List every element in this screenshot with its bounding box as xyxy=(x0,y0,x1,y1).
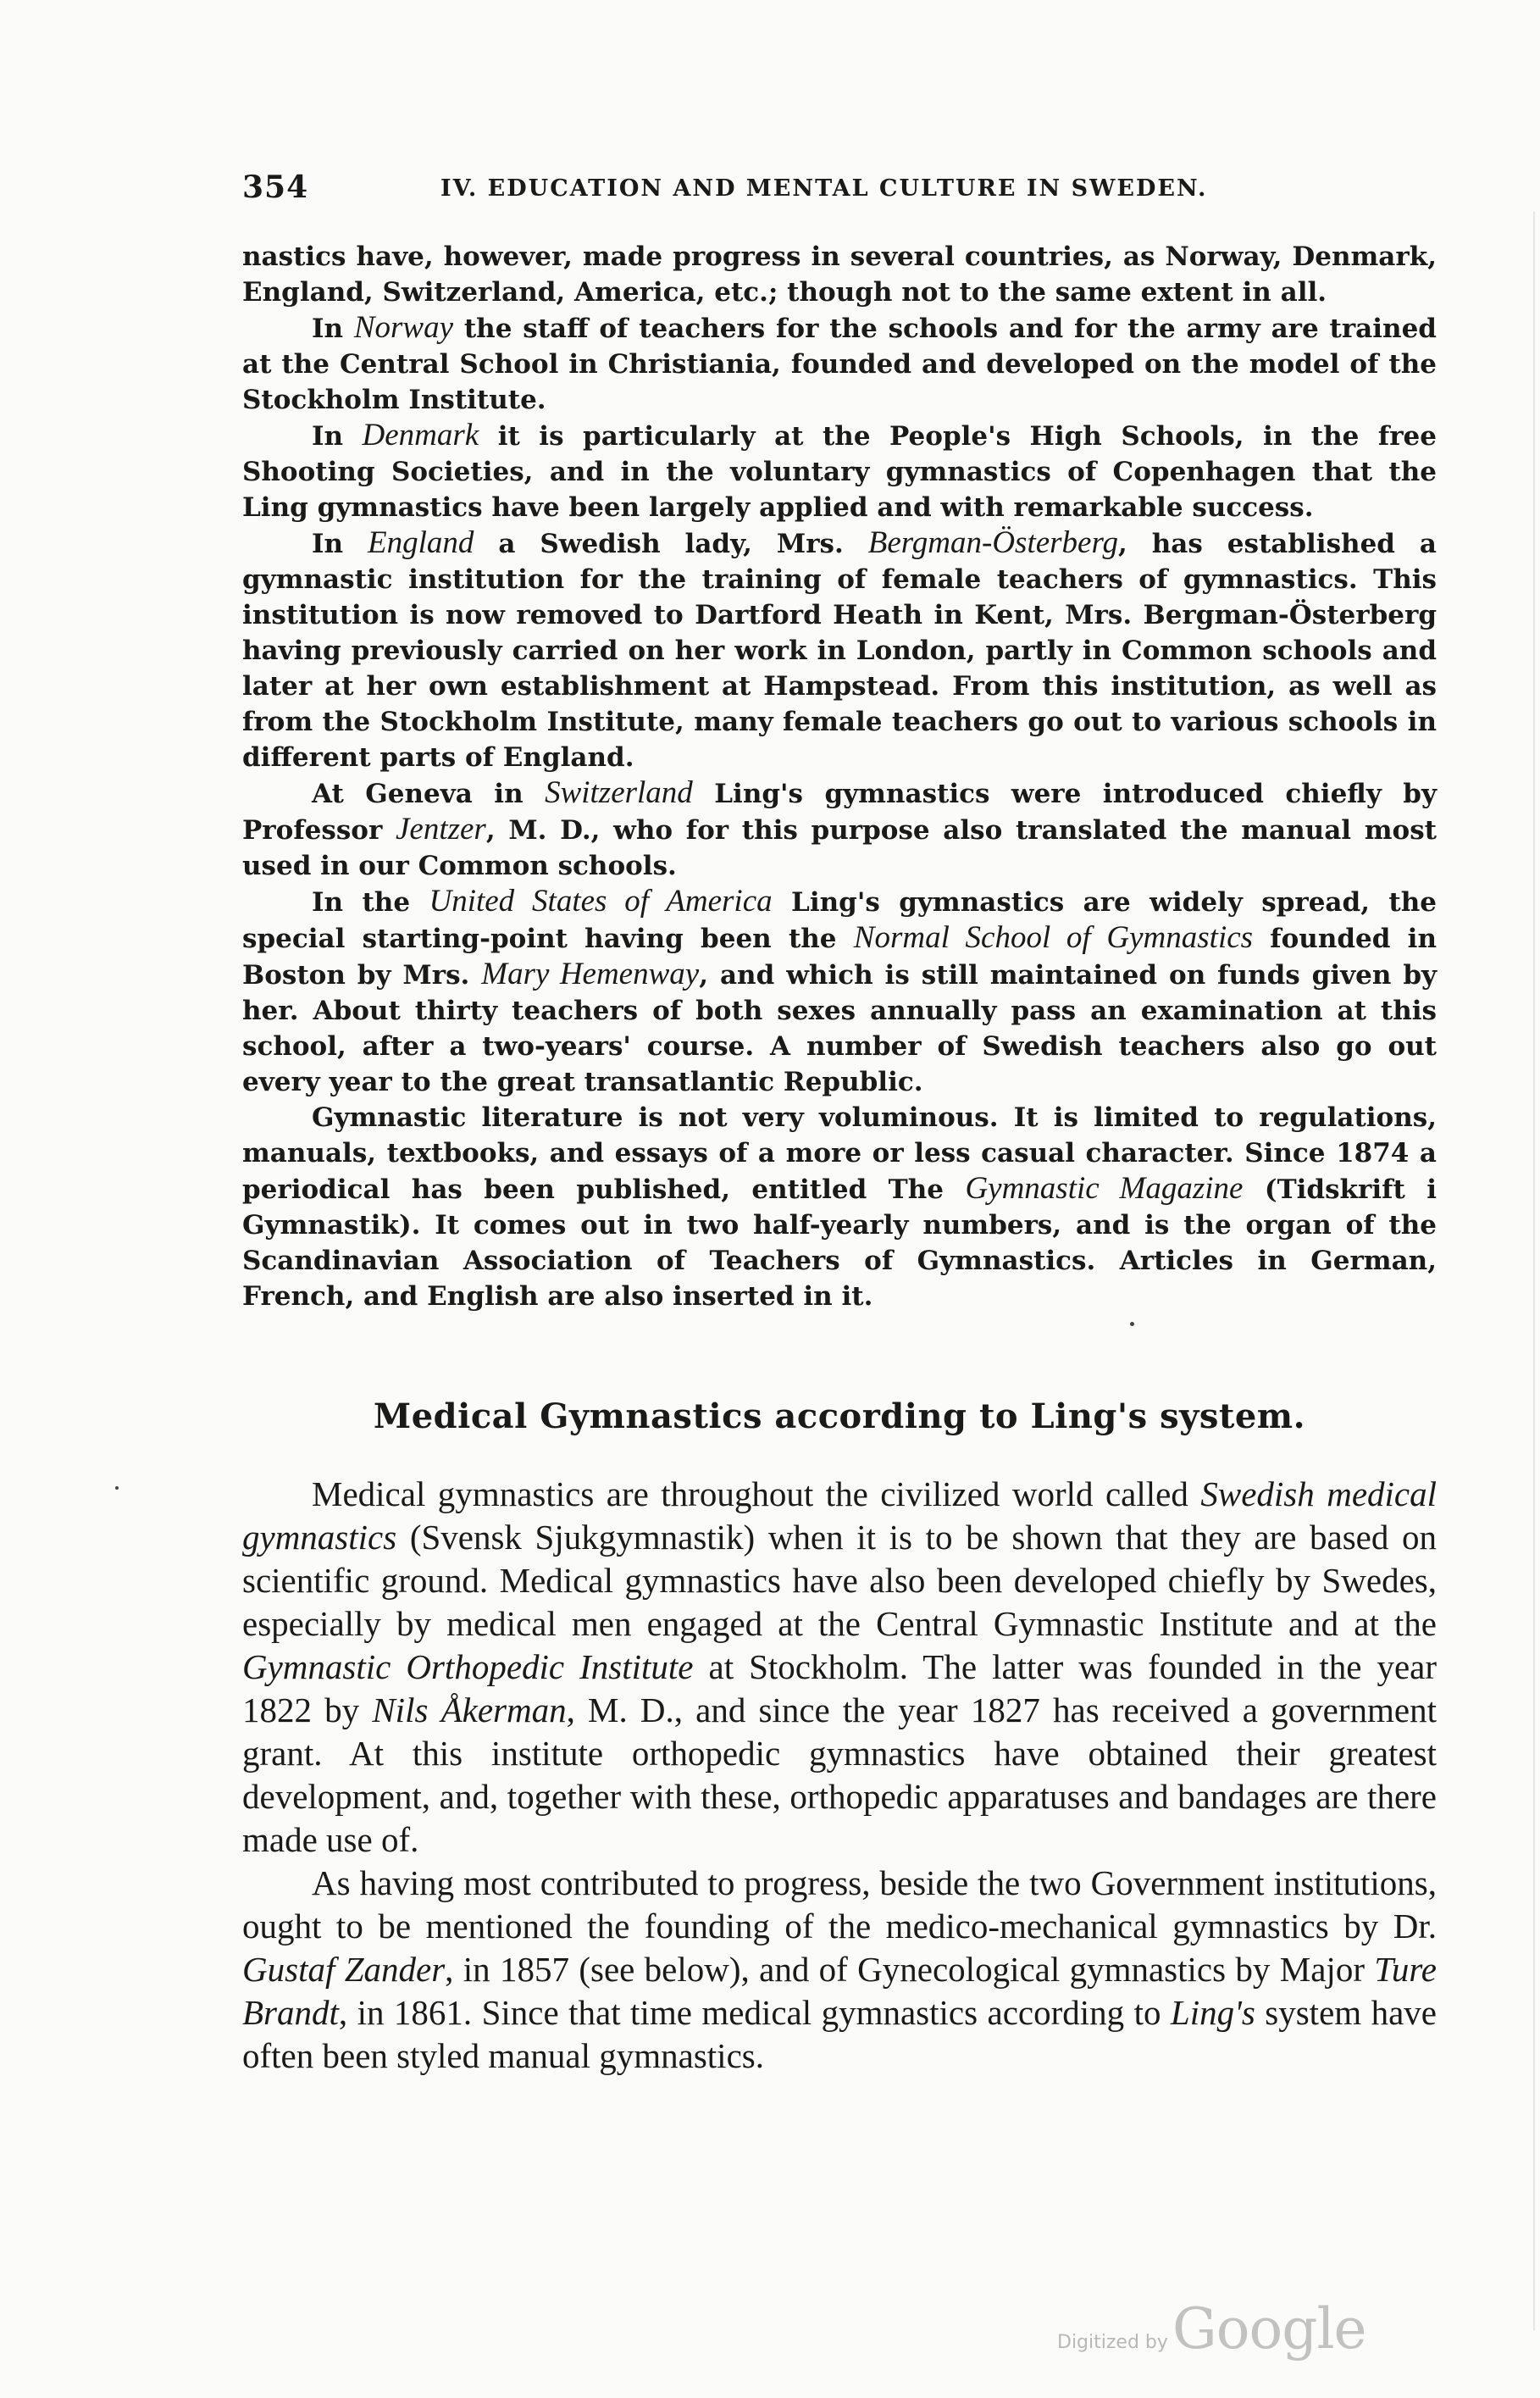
ink-speck xyxy=(115,1486,119,1490)
paragraph-america: In the United States of America Ling's gymnastics are widely spread, the special starting-point having been the Normal School of Gymnastics founded in Boston by Mrs. Mary Hemenway, and which is still maintained on funds given by her. About thirty teachers of both sexes annually pass an examination at this school, after a two-years' course. A number of Swedish teachers also go out every year to the great transatlantic Republic. xyxy=(242,884,1438,1097)
paragraph-continuation: nastics have, however, made progress in several countries, as Norway, Denmark, England, Switzerland, America, etc.; though not to the same extent in all. xyxy=(242,241,1437,308)
paragraph-denmark: In Denmark it is particularly at the People's High Schools, in the free Shooting Societies, and in the voluntary gymnastics of Copenhagen that the Ling gymnastics have been largely applied and with remarkable success. xyxy=(242,418,1437,523)
running-title: IV. EDUCATION AND MENTAL CULTURE IN SWEDEN. xyxy=(440,175,1208,202)
google-logo-text: Google xyxy=(1172,2296,1366,2362)
section-heading: Medical Gymnastics according to Ling's system. xyxy=(373,1396,1306,1436)
top-text-block xyxy=(242,239,1437,1314)
running-head xyxy=(242,169,1437,217)
paragraph-switzerland: At Geneva in Switzerland Ling's gymnastics were introduced chiefly by Professor Jentzer, M. D., who for this purpose also translated the manual most used in our Common schools. xyxy=(242,775,1437,881)
digitized-by-google-watermark xyxy=(1057,2296,1366,2364)
paragraph-norway: In Norway the staff of teachers for the schools and for the army are trained at the Central School in Christiania, founded and developed on the model of the Stockholm Institute. xyxy=(242,310,1437,415)
paragraph-literature: Gymnastic literature is not very voluminous. It is limited to regulations, manuals, textbooks, and essays of a more or less casual character. Since 1874 a periodical has been published, entitled The Gymnastic Magazine (Tidskrift i Gymnastik). It comes out in two half-yearly numbers, and is the organ of the Scandinavian Association of Teachers of Gymnastics. Articles in German, French, and English are also inserted in it. xyxy=(242,1102,1437,1312)
ink-speck xyxy=(1130,1322,1134,1326)
paragraph-medical-gymnastics: Medical gymnastics are throughout the civilized world called Swedish medical gymnastics (Svensk Sjukgymnastik) when it is to be shown that they are based on scientific ground. Medical gymnastics have also been developed chiefly by Swedes, especially by medical men engaged at the Central Gymnastic Institute and at the Gymnastic Orthopedic Institute at Stockholm. The latter was founded in the year 1822 by Nils Åkerman, M. D., and since the year 1827 has received a government grant. At this institute orthopedic gymnastics have obtained their greatest development, and, together with these, orthopedic apparatuses and bandages are there made use of. xyxy=(242,1474,1437,1859)
paragraph-england: In England a Swedish lady, Mrs. Bergman-Österberg, has established a gymnastic institution for the training of female teachers of gymnastics. This institution is now removed to Dartford Heath in Kent, Mrs. Bergman-Österberg having previously carried on her work in London, partly in Common schools and later at her own establishment at Hampstead. From this institution, as well as from the Stockholm Institute, many female teachers go out to various schools in different parts of England. xyxy=(242,525,1437,773)
page-edge-line xyxy=(1533,212,1535,2330)
watermark-small-text: Digitized by xyxy=(1057,2332,1168,2353)
bottom-text-block xyxy=(242,1473,1437,2078)
page-number: 354 xyxy=(242,169,309,205)
paragraph-progress: As having most contributed to progress, beside the two Government institutions, ought to be mentioned the founding of the medico-mechanical gymnastics by Dr. Gustaf Zander, in 1857 (see below), and of Gynecological gymnastics by Major Ture Brandt, in 1861. Since that time medical gymnastics according to Ling's system have often been styled manual gymnastics. xyxy=(242,1863,1437,2075)
